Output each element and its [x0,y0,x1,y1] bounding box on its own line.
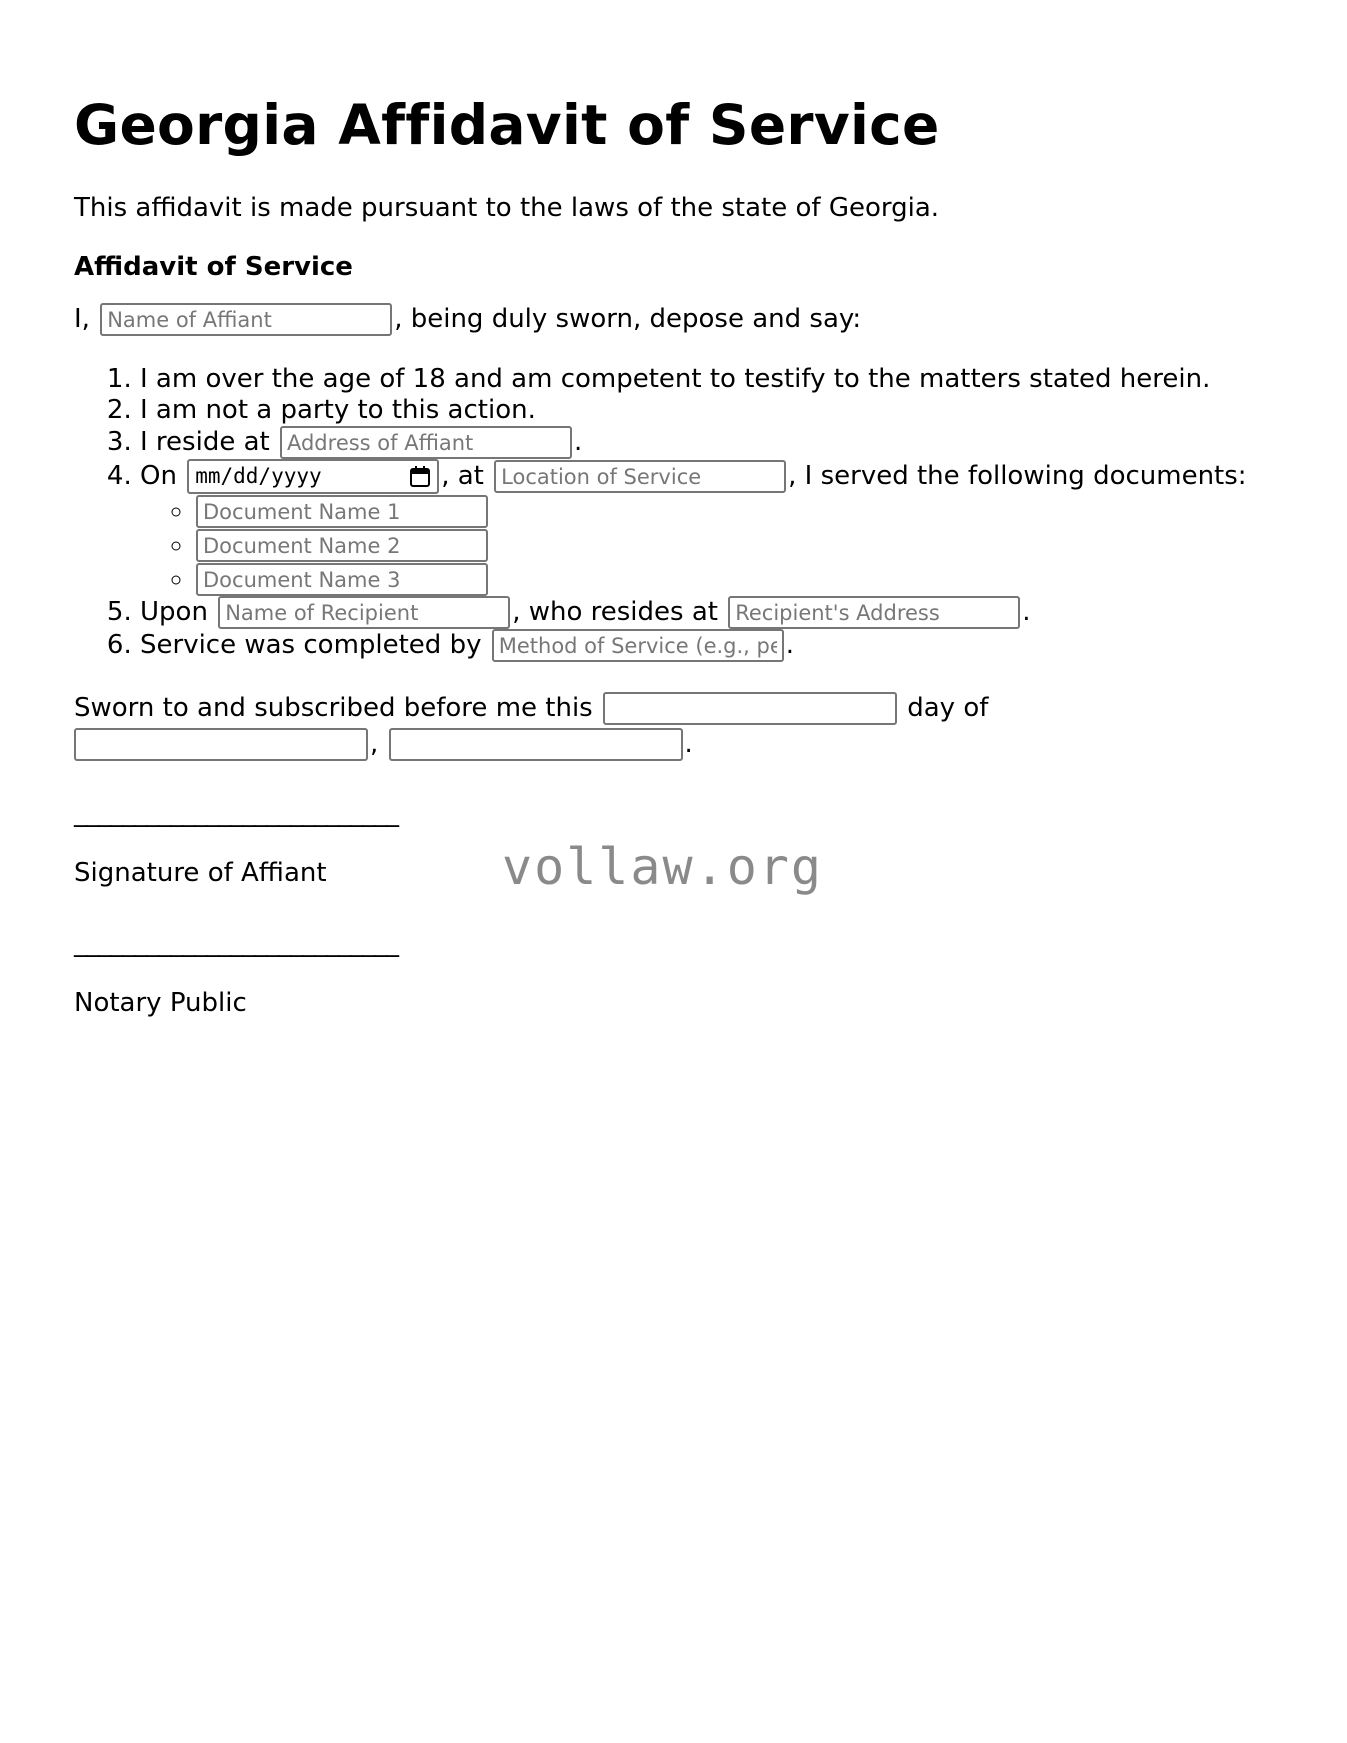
list-item [140,459,1314,596]
list-item [140,596,1314,629]
item-5-middle: , who resides at [512,597,718,627]
item-1-text: I am over the age of 18 and am competent to testify to the matters stated herein. [140,364,1211,394]
statement-list [74,364,1314,662]
item-6-suffix: . [785,630,794,660]
notary-signature-label: Notary Public [74,988,247,1018]
section-heading: Affidavit of Service [74,252,353,282]
list-item [140,426,1314,459]
item-4-prefix: On [140,461,177,491]
item-4-suffix: , I served the following documents: [788,461,1247,491]
sworn-period: . [684,729,693,759]
document-name-3-input[interactable] [196,563,488,596]
list-item [194,528,1314,562]
list-item [194,562,1314,596]
sworn-comma: , [370,729,379,759]
affiant-address-input[interactable] [280,426,572,459]
calendar-icon[interactable] [409,466,431,488]
service-location-input[interactable] [494,460,786,493]
affiant-prefix: I, [74,304,90,334]
item-3-prefix: I reside at [140,427,270,457]
documents-list [140,494,1314,596]
item-6-prefix: Service was completed by [140,630,482,660]
service-method-input[interactable] [492,629,784,662]
list-item [194,494,1314,528]
sworn-statement [74,690,1314,762]
list-item [140,364,1314,395]
watermark-text: vollaw.org [502,838,824,896]
affiant-statement [74,303,1314,336]
intro-text: This affidavit is made pursuant to the laws of the state of Georgia. [74,193,940,223]
item-4-middle: , at [441,461,484,491]
document-name-1-input[interactable] [196,495,488,528]
item-5-prefix: Upon [140,597,208,627]
affiant-signature-line: ___________________________ [74,798,398,828]
date-placeholder: mm/dd/yyyy [195,464,322,488]
sworn-prefix: Sworn to and subscribed before me this [74,693,593,723]
document-name-2-input[interactable] [196,529,488,562]
list-item [140,395,1314,426]
recipient-name-input[interactable] [218,596,510,629]
page-title: Georgia Affidavit of Service [74,93,940,157]
item-5-suffix: . [1022,597,1031,627]
list-item [140,629,1314,662]
item-2-text: I am not a party to this action. [140,395,536,425]
affiant-signature-label: Signature of Affiant [74,858,327,888]
sworn-day-input[interactable] [603,692,897,725]
sworn-month-input[interactable] [74,728,368,761]
item-3-suffix: . [573,427,583,457]
service-date-input[interactable] [187,459,439,494]
affiant-name-input[interactable] [100,303,392,336]
notary-signature-line: ___________________________ [74,928,398,958]
recipient-address-input[interactable] [728,596,1020,629]
sworn-middle: day of [907,693,989,723]
sworn-year-input[interactable] [389,728,683,761]
affiant-suffix: , being duly sworn, depose and say: [394,304,862,334]
